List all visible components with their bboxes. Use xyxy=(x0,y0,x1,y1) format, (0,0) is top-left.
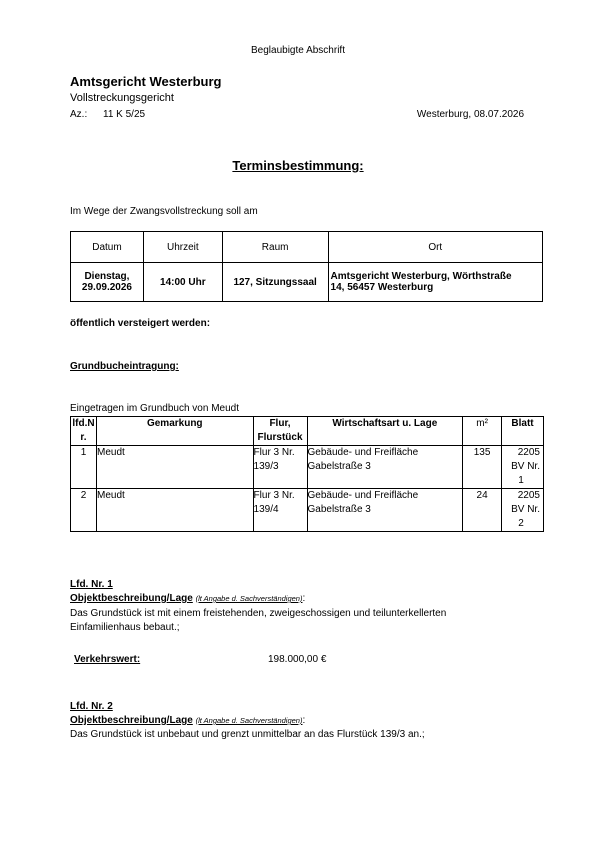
file-label: Az.: xyxy=(70,109,88,120)
header-gemarkung: Gemarkung xyxy=(96,417,253,446)
header-lfd-line-1: lfd.N xyxy=(72,418,95,429)
appointment-date xyxy=(71,263,144,302)
document-title: Terminsbestimmung: xyxy=(232,158,364,173)
parcel-nr: 1 xyxy=(71,446,97,489)
table-row xyxy=(71,489,544,532)
date-weekday: Dienstag, xyxy=(84,271,130,282)
item2-heading: Lfd. Nr. 2 xyxy=(70,701,113,712)
court-name: Amtsgericht Westerburg xyxy=(70,74,222,89)
use-line-1: Gebäude- und Freifläche xyxy=(307,447,419,458)
place-line-1: Amtsgericht Westerburg, Wörthstraße xyxy=(330,271,512,282)
copy-note: Beglaubigte Abschrift xyxy=(251,45,345,56)
parcel-use xyxy=(307,489,463,532)
item1-desc-colon: : xyxy=(302,593,306,604)
blatt-line-1: 2205 xyxy=(517,447,540,458)
header-blatt: Blatt xyxy=(502,417,544,446)
item1-description xyxy=(70,607,446,635)
blatt-line-1: 2205 xyxy=(517,490,540,501)
parcel-blatt xyxy=(502,446,544,489)
parcel-flur xyxy=(253,446,307,489)
court-department: Vollstreckungsgericht xyxy=(70,92,174,104)
place-date: Westerburg, 08.07.2026 xyxy=(416,109,524,120)
header-flur xyxy=(253,417,307,446)
appointment-time: 14:00 Uhr xyxy=(143,263,222,302)
item2-desc-colon: : xyxy=(302,715,306,726)
parcel-area: 24 xyxy=(463,489,502,532)
parcel-nr: 2 xyxy=(71,489,97,532)
intro-text: Im Wege der Zwangsvollstreckung soll am xyxy=(70,206,258,217)
item2-description: Das Grundstück ist unbebaut und grenzt unmittelbar an das Flurstück 139/3 an.; xyxy=(70,729,425,740)
header-area: m² xyxy=(463,417,502,446)
appointment-room: 127, Sitzungssaal xyxy=(222,263,328,302)
item1-heading: Lfd. Nr. 1 xyxy=(70,579,113,590)
flur-line-2: 139/3 xyxy=(253,461,279,472)
item1-desc-label: Objektbeschreibung/Lage xyxy=(70,593,193,604)
parcel-gemarkung: Meudt xyxy=(96,446,253,489)
blatt-line-3: 1 xyxy=(518,475,524,486)
use-line-2: Gabelstraße 3 xyxy=(307,461,371,472)
table-row xyxy=(71,263,543,302)
header-raum: Raum xyxy=(222,232,328,263)
parcel-table xyxy=(70,416,544,532)
item1-value: 198.000,00 € xyxy=(268,654,327,665)
parcel-flur xyxy=(253,489,307,532)
table-header-row xyxy=(71,232,543,263)
date-value: 29.09.2026 xyxy=(81,282,132,293)
auction-text: öffentlich versteigert werden: xyxy=(70,318,211,329)
item1-description-label xyxy=(70,593,305,604)
parcel-area: 135 xyxy=(463,446,502,489)
appointment-place xyxy=(328,263,542,302)
header-datum: Datum xyxy=(71,232,144,263)
header-flur-line-2: Flurstück xyxy=(257,432,303,443)
item1-value-label: Verkehrswert: xyxy=(74,654,141,665)
appointment-table xyxy=(70,231,543,302)
header-lfd-line-2: r. xyxy=(80,432,87,443)
flur-line-1: Flur 3 Nr. xyxy=(253,490,295,501)
item2-desc-label: Objektbeschreibung/Lage xyxy=(70,715,193,726)
parcel-header-row xyxy=(71,417,544,446)
use-line-1: Gebäude- und Freifläche xyxy=(307,490,419,501)
blatt-line-2: BV Nr. xyxy=(511,461,540,472)
flur-line-2: 139/4 xyxy=(253,504,279,515)
blatt-line-2: BV Nr. xyxy=(511,504,540,515)
item2-desc-note: (lt Angabe d. Sachverständigen) xyxy=(195,716,303,725)
header-uhrzeit: Uhrzeit xyxy=(143,232,222,263)
header-ort: Ort xyxy=(328,232,542,263)
parcel-blatt xyxy=(502,489,544,532)
parcel-gemarkung: Meudt xyxy=(96,489,253,532)
table-row xyxy=(71,446,544,489)
item1-desc-line-2: Einfamilienhaus bebaut.; xyxy=(70,622,180,633)
place-line-2: 14, 56457 Westerburg xyxy=(330,282,434,293)
file-number: 11 K 5/25 xyxy=(103,109,146,120)
parcel-use xyxy=(307,446,463,489)
use-line-2: Gabelstraße 3 xyxy=(307,504,371,515)
header-lfd-nr xyxy=(71,417,97,446)
flur-line-1: Flur 3 Nr. xyxy=(253,447,295,458)
item2-description-label xyxy=(70,715,305,726)
land-register-heading: Grundbucheintragung: xyxy=(70,361,179,372)
blatt-line-3: 2 xyxy=(518,518,524,529)
header-flur-line-1: Flur, xyxy=(269,418,291,429)
item1-desc-line-1: Das Grundstück ist mit einem freistehenden, zweigeschossigen und teilunterkellerten xyxy=(70,608,447,619)
item1-desc-note: (lt Angabe d. Sachverständigen) xyxy=(195,594,303,603)
registered-text: Eingetragen im Grundbuch von Meudt xyxy=(70,403,239,414)
header-wirtschaftsart: Wirtschaftsart u. Lage xyxy=(307,417,463,446)
